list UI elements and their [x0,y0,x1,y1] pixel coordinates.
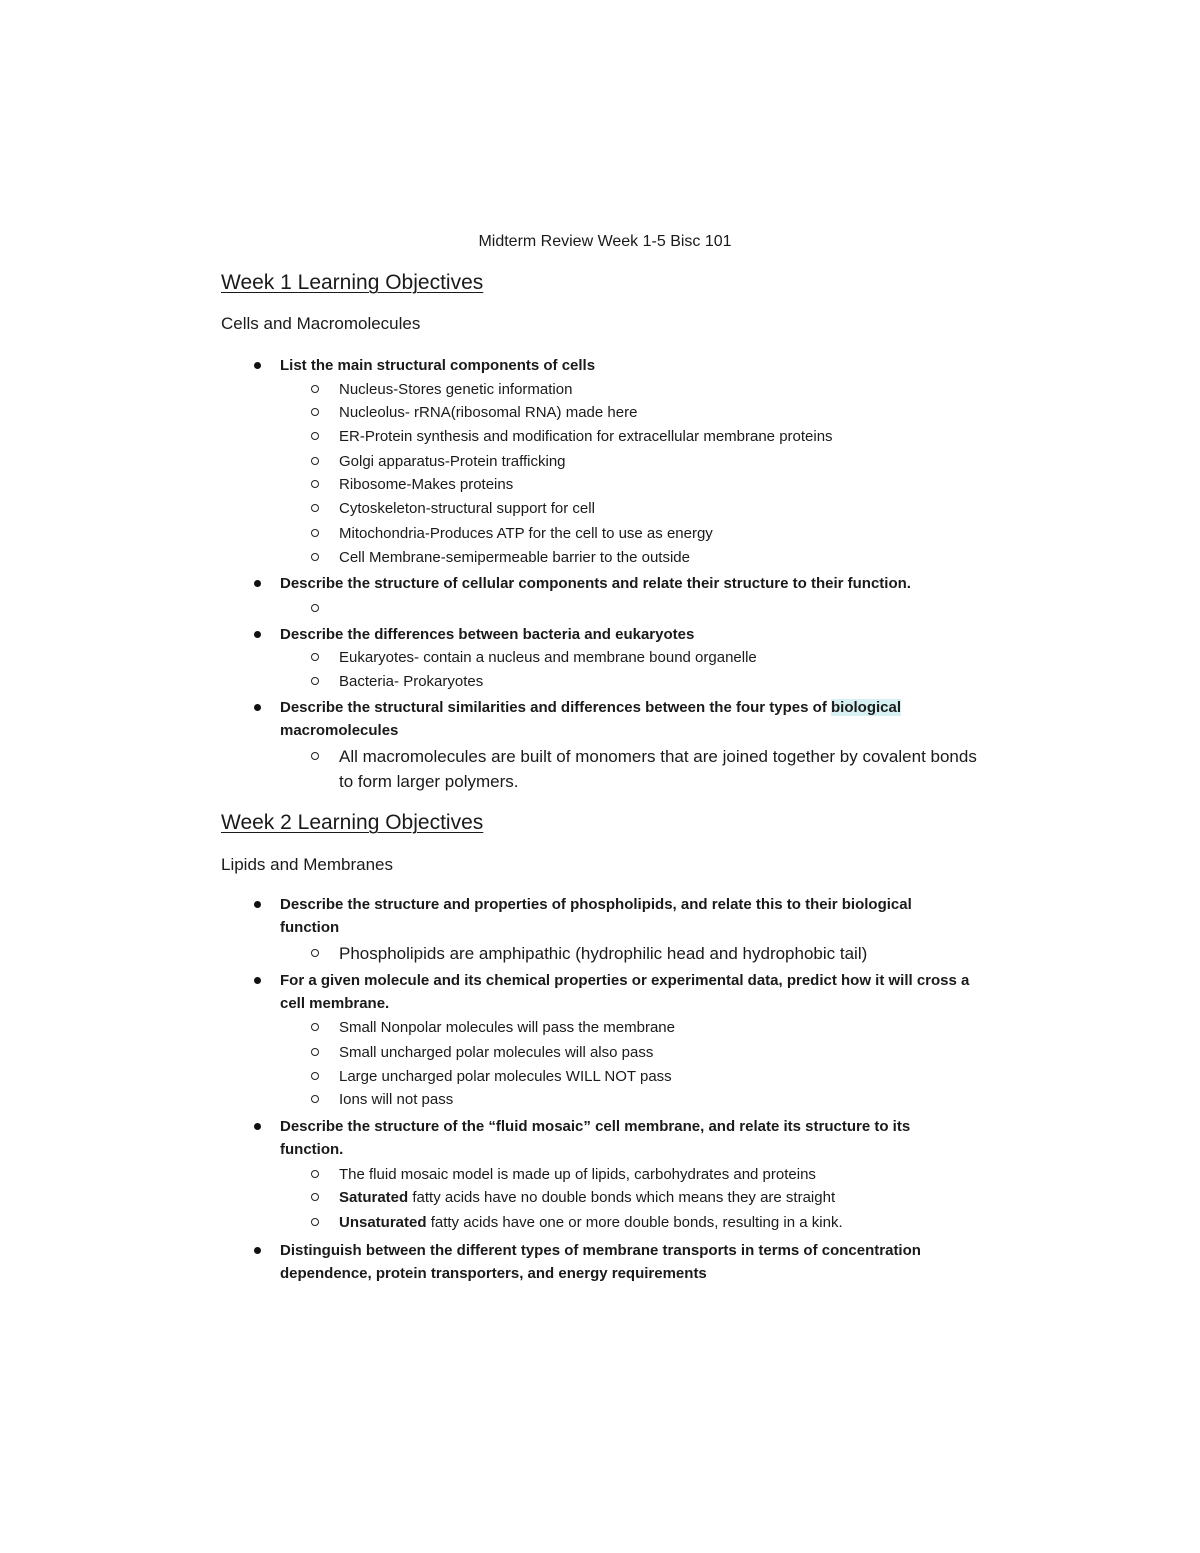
circle-bullet-icon [311,1023,319,1031]
sub-item-text: Nucleolus- rRNA(ribosomal RNA) made here [339,404,638,421]
circle-bullet-icon [311,1048,319,1056]
bullet-icon [254,704,261,711]
bold-term: Unsaturated [339,1214,427,1231]
circle-bullet-icon [311,752,319,760]
circle-bullet-icon [311,529,319,537]
bullet-icon [254,580,261,587]
sub-item-text: Nucleus-Stores genetic information [339,381,573,398]
sub-item-text: Ribosome-Makes proteins [339,476,514,493]
sub-item-text [339,1211,989,1235]
bold-term: Saturated [339,1189,409,1206]
sub-item-text [339,1186,989,1210]
objective-text: Describe the structure of cellular components and relate their structure to their function. [280,575,911,592]
bullet-icon [254,631,261,638]
sub-item-text: Small uncharged polar molecules will also pass [339,1044,654,1061]
sub-item-text-part: fatty acids have one or more double bonds, resulting in a kink. [426,1214,843,1231]
sub-item-text: All macromolecules are built of monomers that are joined together by covalent bonds to form larger polymers. [339,747,977,791]
objective-text: Describe the differences between bacteria and eukaryotes [280,626,695,643]
sub-item-text-part: fatty acids have no double bonds which means they are straight [408,1189,836,1206]
circle-bullet-icon [311,504,319,512]
sub-item-text: Cell Membrane-semipermeable barrier to the outside [339,549,690,566]
sub-item-text: Golgi apparatus-Protein trafficking [339,453,566,470]
week2-heading: Week 2 Learning Objectives [221,811,484,834]
circle-bullet-icon [311,949,319,957]
bullet-icon [254,1247,261,1254]
objective-text-part: Describe the structural similarities and differences between the four types of [280,699,831,716]
circle-bullet-icon [311,677,319,685]
sub-item-text: Phospholipids are amphipathic (hydrophilic head and hydrophobic tail) [339,944,868,963]
sub-item-text: ER-Protein synthesis and modification for extracellular membrane proteins [339,428,833,445]
circle-bullet-icon [311,408,319,416]
circle-bullet-icon [311,553,319,561]
week2-topic: Lipids and Membranes [221,855,393,874]
circle-bullet-icon [311,653,319,661]
week1-heading: Week 1 Learning Objectives [221,271,484,294]
circle-bullet-icon [311,432,319,440]
sub-item-text: Large uncharged polar molecules WILL NOT pass [339,1068,672,1085]
bullet-icon [254,1123,261,1130]
sub-item-text: Small Nonpolar molecules will pass the membrane [339,1019,675,1036]
document-title: Midterm Review Week 1-5 Bisc 101 [478,233,732,250]
bullet-icon [254,977,261,984]
circle-bullet-icon [311,480,319,488]
objective-text: Describe the structure of the “fluid mosaic” cell membrane, and relate its structure to its function. [280,1118,911,1158]
sub-item-text: The fluid mosaic model is made up of lipids, carbohydrates and proteins [339,1166,816,1183]
week1-topic: Cells and Macromolecules [221,314,421,333]
objective-text [280,696,970,742]
bullet-icon [254,901,261,908]
circle-bullet-icon [311,385,319,393]
objective-text: Describe the structure and properties of phospholipids, and relate this to their biological function [280,896,912,936]
objective-text-part: macromolecules [280,722,399,739]
sub-item-text: Ions will not pass [339,1091,454,1108]
objective-text: For a given molecule and its chemical properties or experimental data, predict how it will cross a cell membrane. [280,972,970,1012]
objective-text: List the main structural components of cells [280,357,596,374]
sub-item-text: Cytoskeleton-structural support for cell [339,500,595,517]
circle-bullet-icon [311,457,319,465]
circle-bullet-icon [311,1218,319,1226]
circle-bullet-icon [311,1095,319,1103]
circle-bullet-icon [311,1072,319,1080]
sub-item-text: Eukaryotes- contain a nucleus and membrane bound organelle [339,649,757,666]
objective-text: Distinguish between the different types of membrane transports in terms of concentration dependence, protein transporters, and energy requirements [280,1242,921,1282]
sub-item-text: Bacteria- Prokaryotes [339,673,484,690]
bullet-icon [254,362,261,369]
circle-bullet-icon [311,604,319,612]
circle-bullet-icon [311,1170,319,1178]
circle-bullet-icon [311,1193,319,1201]
sub-item-text: Mitochondria-Produces ATP for the cell to use as energy [339,525,713,542]
highlighted-word: biological [831,699,902,716]
